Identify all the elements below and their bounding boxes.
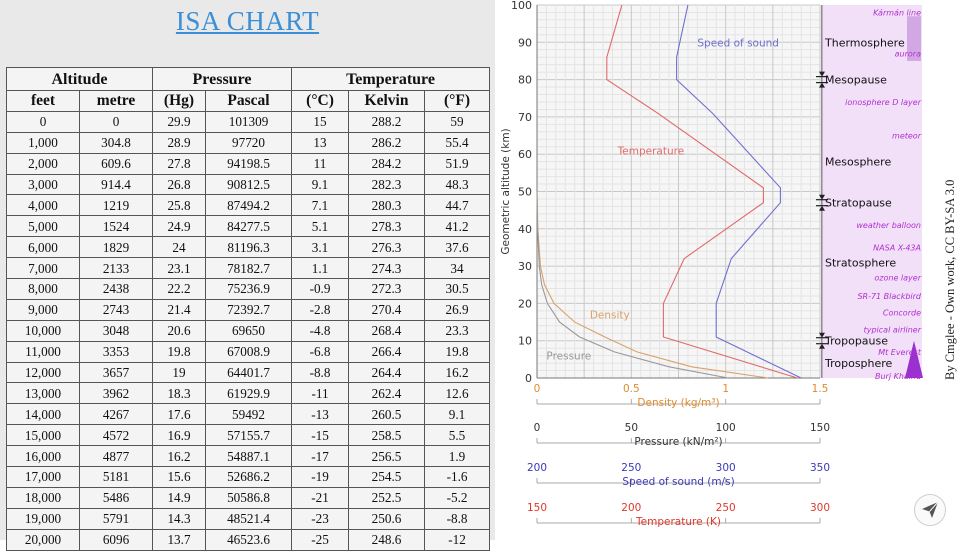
table-cell: 44.7	[425, 195, 490, 216]
table-cell: 13.7	[153, 529, 206, 550]
table-row	[7, 383, 490, 404]
table-cell: -12	[425, 529, 490, 550]
table-cell: 46523.6	[206, 529, 292, 550]
group-header: Pressure	[153, 68, 292, 91]
table-cell: 2,000	[7, 153, 80, 174]
table-cell: 101309	[206, 111, 292, 132]
table-cell: 14.3	[153, 508, 206, 529]
table-cell: 19.8	[425, 341, 490, 362]
table-cell: 14.9	[153, 487, 206, 508]
axis-tick-label: 250	[715, 502, 736, 514]
y-tick-label: 50	[518, 185, 532, 199]
y-tick-label: 100	[511, 0, 532, 12]
layer-label: Thermosphere	[825, 36, 905, 50]
table-cell: 23.1	[153, 258, 206, 279]
unit-header: (°F)	[425, 91, 490, 112]
axis-tick-label: 350	[809, 462, 831, 474]
table-cell: 250.6	[349, 508, 425, 529]
axis-label: Density (kg/m³)	[637, 397, 720, 409]
table-cell: 914.4	[80, 174, 153, 195]
axis-label: Temperature (K)	[636, 516, 721, 528]
table-cell: 3.1	[292, 237, 349, 258]
table-cell: 4877	[80, 446, 153, 467]
y-axis-label: Geometric altitude (km)	[500, 128, 512, 255]
y-tick-label: 20	[518, 297, 532, 311]
series-label: Temperature	[617, 145, 685, 158]
table-cell: 61929.9	[206, 383, 292, 404]
table-cell: 276.3	[349, 237, 425, 258]
table-row	[7, 174, 490, 195]
table-cell: 14,000	[7, 404, 80, 425]
table-cell: -2.8	[292, 299, 349, 320]
table-cell: 5486	[80, 487, 153, 508]
axis-tick-label: 100	[715, 422, 736, 434]
annotation-label: Mt Everest	[878, 347, 921, 357]
table-cell: 87494.2	[206, 195, 292, 216]
table-cell: -21	[292, 487, 349, 508]
table-cell: 270.4	[349, 299, 425, 320]
atmosphere-chart-panel	[495, 0, 960, 540]
table-cell: 1219	[80, 195, 153, 216]
axis-tick-label: 300	[809, 502, 831, 514]
table-row	[7, 111, 490, 132]
table-cell: 9.1	[425, 404, 490, 425]
table-cell: 84277.5	[206, 216, 292, 237]
table-cell: 268.4	[349, 320, 425, 341]
table-cell: 2743	[80, 299, 153, 320]
table-row	[7, 279, 490, 300]
table-cell: 59	[425, 111, 490, 132]
table-cell: 15,000	[7, 425, 80, 446]
annotation-label: meteor	[892, 131, 921, 141]
axis-tick-label: 200	[621, 502, 642, 514]
table-cell: 15.6	[153, 467, 206, 488]
table-cell: 29.9	[153, 111, 206, 132]
table-cell: 254.5	[349, 467, 425, 488]
table-cell: 1.1	[292, 258, 349, 279]
table-cell: 3353	[80, 341, 153, 362]
table-cell: 5,000	[7, 216, 80, 237]
table-cell: 6,000	[7, 237, 80, 258]
table-cell: 7,000	[7, 258, 80, 279]
y-tick-label: 90	[518, 36, 532, 50]
table-cell: 3,000	[7, 174, 80, 195]
y-tick-label: 40	[518, 222, 532, 236]
table-cell: 48.3	[425, 174, 490, 195]
table-cell: 19,000	[7, 508, 80, 529]
table-cell: 16.9	[153, 425, 206, 446]
table-row	[7, 237, 490, 258]
table-cell: 27.8	[153, 153, 206, 174]
axis-tick-label: 0.5	[622, 383, 640, 395]
table-body	[7, 111, 490, 550]
table-cell: 50586.8	[206, 487, 292, 508]
table-cell: -0.9	[292, 279, 349, 300]
table-cell: 55.4	[425, 132, 490, 153]
table-cell: 41.2	[425, 216, 490, 237]
table-cell: 3048	[80, 320, 153, 341]
table-cell: 264.4	[349, 362, 425, 383]
table-cell: 75236.9	[206, 279, 292, 300]
table-cell: -25	[292, 529, 349, 550]
table-cell: 48521.4	[206, 508, 292, 529]
annotation-label: typical airliner	[863, 325, 921, 335]
credit-text: By Cmglee - Own work, CC BY-SA 3.0	[943, 179, 957, 380]
table-row	[7, 258, 490, 279]
axis-tick-label: 1.5	[811, 383, 829, 395]
table-cell: 4,000	[7, 195, 80, 216]
table-row	[7, 425, 490, 446]
unit-header: Pascal	[206, 91, 292, 112]
table-row	[7, 153, 490, 174]
table-cell: 274.3	[349, 258, 425, 279]
table-cell: 57155.7	[206, 425, 292, 446]
annotation-label: weather balloon	[856, 221, 921, 231]
table-row	[7, 508, 490, 529]
axis-label: Pressure (kN/m²)	[634, 436, 723, 448]
table-cell: 94198.5	[206, 153, 292, 174]
table-cell: 19.8	[153, 341, 206, 362]
table-cell: 9.1	[292, 174, 349, 195]
page-title: ISA CHART	[175, 6, 320, 36]
axis-tick-label: 250	[621, 462, 642, 474]
y-tick-label: 10	[518, 334, 532, 348]
table-cell: 3657	[80, 362, 153, 383]
table-cell: -11	[292, 383, 349, 404]
annotation-label: Burj Khalifa	[875, 372, 921, 382]
table-cell: 1524	[80, 216, 153, 237]
table-cell: 52686.2	[206, 467, 292, 488]
table-cell: 3962	[80, 383, 153, 404]
table-cell: 28.9	[153, 132, 206, 153]
table-cell: 5.5	[425, 425, 490, 446]
table-cell: 18,000	[7, 487, 80, 508]
table-cell: 25.8	[153, 195, 206, 216]
axis-tick-label: 1	[722, 383, 730, 395]
unit-header: (°C)	[292, 91, 349, 112]
table-cell: -6.8	[292, 341, 349, 362]
table-cell: 4572	[80, 425, 153, 446]
y-tick-label: 70	[518, 110, 532, 124]
table-cell: 252.5	[349, 487, 425, 508]
table-cell: 0	[7, 111, 80, 132]
table-cell: 37.6	[425, 237, 490, 258]
table-cell: 72392.7	[206, 299, 292, 320]
layer-label: Mesosphere	[825, 155, 892, 169]
table-cell: 21.4	[153, 299, 206, 320]
table-cell: 51.9	[425, 153, 490, 174]
axis-label: Speed of sound (m/s)	[622, 476, 735, 488]
table-cell: 272.3	[349, 279, 425, 300]
table-cell: 30.5	[425, 279, 490, 300]
table-row	[7, 132, 490, 153]
table-row	[7, 446, 490, 467]
y-tick-label: 0	[525, 372, 532, 385]
table-cell: 23.3	[425, 320, 490, 341]
table-cell: 7.1	[292, 195, 349, 216]
table-cell: 67008.9	[206, 341, 292, 362]
axis-tick-label: 150	[809, 422, 831, 434]
table-cell: 24	[153, 237, 206, 258]
unit-header: (Hg)	[153, 91, 206, 112]
table-cell: 26.8	[153, 174, 206, 195]
table-cell: 16.2	[425, 362, 490, 383]
table-cell: 609.6	[80, 153, 153, 174]
table-cell: 282.3	[349, 174, 425, 195]
table-cell: -15	[292, 425, 349, 446]
table-cell: 90812.5	[206, 174, 292, 195]
layer-label: Tropopause	[825, 334, 889, 348]
table-cell: -8.8	[425, 508, 490, 529]
axis-tick-label: 0	[533, 422, 541, 434]
table-cell: 5181	[80, 467, 153, 488]
layer-label: Mesopause	[825, 73, 887, 87]
table-cell: 5.1	[292, 216, 349, 237]
series-label: Density	[589, 309, 630, 322]
table-cell: 1829	[80, 237, 153, 258]
annotation-label: aurora	[894, 49, 921, 59]
table-cell: 8,000	[7, 279, 80, 300]
table-cell: 10,000	[7, 320, 80, 341]
axis-tick-label: 50	[624, 422, 639, 434]
table-cell: 1.9	[425, 446, 490, 467]
atmosphere-chart	[495, 0, 960, 540]
table-cell: 78182.7	[206, 258, 292, 279]
table-cell: -5.2	[425, 487, 490, 508]
table-cell: 16.2	[153, 446, 206, 467]
table-row	[7, 341, 490, 362]
annotation-label: ozone layer	[874, 273, 921, 283]
table-cell: 284.2	[349, 153, 425, 174]
table-cell: 12.6	[425, 383, 490, 404]
table-cell: 69650	[206, 320, 292, 341]
axis-tick-label: 150	[526, 502, 548, 514]
table-cell: 0	[80, 111, 153, 132]
group-header: Temperature	[292, 68, 490, 91]
table-cell: 248.6	[349, 529, 425, 550]
table-cell: 13,000	[7, 383, 80, 404]
paper-plane-icon[interactable]	[914, 494, 946, 526]
table-cell: 59492	[206, 404, 292, 425]
group-header-row	[7, 68, 490, 91]
layer-label: Stratopause	[825, 196, 892, 210]
table-cell: 6096	[80, 529, 153, 550]
table-cell: 54887.1	[206, 446, 292, 467]
table-cell: 260.5	[349, 404, 425, 425]
table-cell: 4267	[80, 404, 153, 425]
unit-header: feet	[7, 91, 80, 112]
table-cell: 286.2	[349, 132, 425, 153]
table-cell: 5791	[80, 508, 153, 529]
y-tick-label: 30	[518, 260, 532, 274]
series-label: Speed of sound	[697, 37, 779, 50]
unit-header-row	[7, 91, 490, 112]
table-row	[7, 299, 490, 320]
table-row	[7, 216, 490, 237]
table-row	[7, 467, 490, 488]
annotation-label: Concorde	[882, 308, 921, 318]
table-cell: 97720	[206, 132, 292, 153]
table-cell: 256.5	[349, 446, 425, 467]
table-cell: -23	[292, 508, 349, 529]
layer-label: Troposphere	[825, 357, 893, 371]
table-cell: 1,000	[7, 132, 80, 153]
table-cell: 20.6	[153, 320, 206, 341]
table-cell: 288.2	[349, 111, 425, 132]
table-cell: 26.9	[425, 299, 490, 320]
table-cell: -4.8	[292, 320, 349, 341]
y-tick-label: 60	[518, 148, 532, 162]
table-cell: 81196.3	[206, 237, 292, 258]
annotation-label: Kármán line	[873, 8, 921, 18]
unit-header: Kelvin	[349, 91, 425, 112]
table-cell: 11,000	[7, 341, 80, 362]
table-cell: -13	[292, 404, 349, 425]
table-cell: -8.8	[292, 362, 349, 383]
table-cell: 304.8	[80, 132, 153, 153]
group-header: Altitude	[7, 68, 153, 91]
table-cell: 18.3	[153, 383, 206, 404]
table-cell: 11	[292, 153, 349, 174]
axis-tick-label: 200	[526, 462, 548, 474]
layer-band-shade	[822, 5, 922, 378]
table-cell: -1.6	[425, 467, 490, 488]
table-row	[7, 320, 490, 341]
table-cell: 17,000	[7, 467, 80, 488]
table-cell: 258.5	[349, 425, 425, 446]
table-cell: 19	[153, 362, 206, 383]
table-cell: 9,000	[7, 299, 80, 320]
table-cell: -19	[292, 467, 349, 488]
axis-tick-label: 0	[533, 383, 541, 395]
axis-tick-label: 300	[715, 462, 736, 474]
table-cell: 12,000	[7, 362, 80, 383]
table-cell: 266.4	[349, 341, 425, 362]
table-cell: 15	[292, 111, 349, 132]
table-row	[7, 362, 490, 383]
table-cell: 64401.7	[206, 362, 292, 383]
series-label: Pressure	[546, 350, 592, 363]
table-cell: 17.6	[153, 404, 206, 425]
y-tick-label: 80	[518, 73, 532, 87]
credit-text-box	[926, 160, 960, 390]
table-cell: 34	[425, 258, 490, 279]
annotation-label: NASA X-43A	[873, 243, 921, 253]
annotation-label: SR-71 Blackbird	[857, 291, 921, 301]
table-cell: 278.3	[349, 216, 425, 237]
unit-header: metre	[80, 91, 153, 112]
table-row	[7, 487, 490, 508]
layer-label: Stratosphere	[825, 256, 897, 270]
annotation-label: ionosphere D layer	[845, 97, 921, 107]
table-row	[7, 404, 490, 425]
table-cell: 13	[292, 132, 349, 153]
isa-table	[6, 67, 490, 551]
table-cell: 2438	[80, 279, 153, 300]
table-cell: 262.4	[349, 383, 425, 404]
table-cell: 22.2	[153, 279, 206, 300]
table-cell: 20,000	[7, 529, 80, 550]
table-cell: 16,000	[7, 446, 80, 467]
table-row	[7, 195, 490, 216]
table-cell: 2133	[80, 258, 153, 279]
table-cell: -17	[292, 446, 349, 467]
table-cell: 24.9	[153, 216, 206, 237]
table-cell: 280.3	[349, 195, 425, 216]
